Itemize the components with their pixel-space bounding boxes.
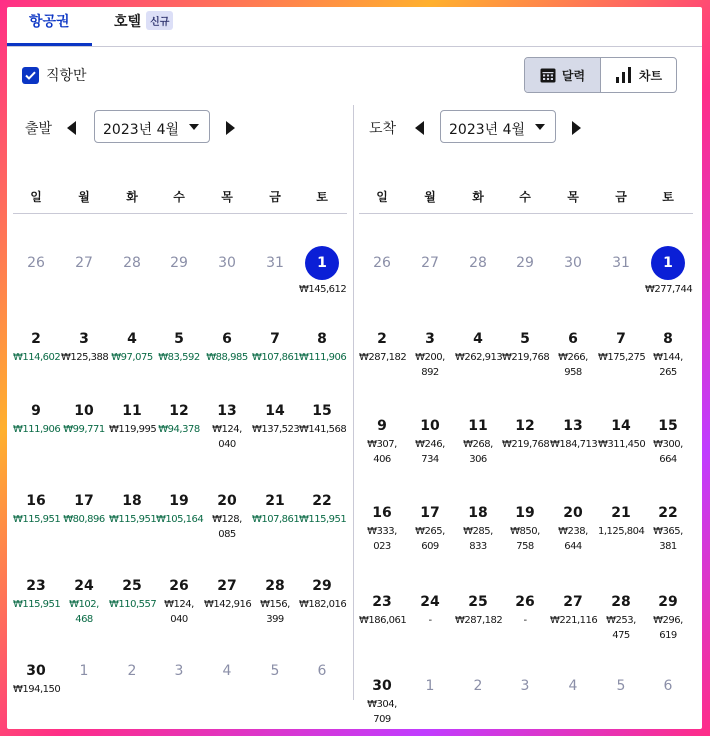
- day-cell[interactable]: [550, 328, 596, 380]
- day-price: ₩115,951: [299, 514, 347, 525]
- day-price: ₩184,713: [550, 439, 598, 450]
- day-price-continued: 399: [266, 614, 284, 625]
- day-cell[interactable]: [359, 675, 405, 727]
- day-price: ₩238,: [558, 526, 588, 537]
- weekday-separator: [359, 213, 693, 214]
- day-number: 29: [312, 578, 332, 594]
- day-price: ₩333,: [367, 526, 397, 537]
- day-number: 27: [75, 255, 93, 271]
- day-price: ₩175,275: [598, 352, 646, 363]
- day-price-continued: 406: [373, 454, 391, 465]
- day-number: 5: [174, 331, 184, 347]
- weekday-header: 목: [221, 190, 233, 204]
- day-price: ₩142,916: [204, 599, 252, 610]
- day-cell[interactable]: [299, 575, 345, 612]
- day-number: 2: [473, 678, 483, 694]
- day-price: ₩128,: [212, 514, 242, 525]
- day-number: 29: [658, 594, 678, 610]
- day-price: ₩365,: [653, 526, 683, 537]
- day-number: 20: [217, 493, 237, 509]
- day-number: 29: [170, 255, 188, 271]
- day-price: ₩88,985: [206, 352, 248, 363]
- day-number: 30: [218, 255, 236, 271]
- day-price: ₩265,: [415, 526, 445, 537]
- day-number: 21: [611, 505, 631, 521]
- day-cell[interactable]: [645, 591, 691, 643]
- departure-header: [7, 107, 347, 145]
- day-number: 6: [222, 331, 232, 347]
- day-price: ₩141,568: [299, 424, 347, 435]
- day-cell-outside-month: [645, 675, 691, 697]
- day-cell[interactable]: [13, 328, 59, 365]
- new-badge: 신규: [146, 11, 173, 30]
- day-price: ₩125,388: [61, 352, 109, 363]
- day-cell[interactable]: [359, 502, 405, 554]
- day-number: 1: [305, 246, 339, 280]
- day-price-continued: 619: [659, 630, 677, 641]
- day-number: 27: [563, 594, 583, 610]
- day-number: 1: [79, 663, 89, 679]
- day-number: 21: [265, 493, 285, 509]
- day-number: 27: [217, 578, 237, 594]
- day-price-continued: 265: [659, 367, 677, 378]
- day-price: ₩105,164: [156, 514, 204, 525]
- app-frame: [7, 7, 702, 729]
- departure-month-value: 2023년 4월: [103, 122, 180, 138]
- departure-month-select[interactable]: [94, 110, 210, 143]
- day-number: 18: [122, 493, 142, 509]
- weekday-header: 토: [316, 190, 328, 204]
- day-cell[interactable]: [13, 400, 59, 437]
- day-cell[interactable]: [109, 575, 155, 612]
- day-cell[interactable]: [299, 400, 345, 437]
- day-price: ₩156,: [260, 599, 290, 610]
- day-number: 6: [568, 331, 578, 347]
- day-number: 16: [26, 493, 46, 509]
- tab-bar: [7, 7, 702, 47]
- day-price: ₩115,951: [109, 514, 157, 525]
- day-number: 1: [425, 678, 435, 694]
- day-number: 24: [420, 594, 440, 610]
- day-cell[interactable]: [61, 575, 107, 627]
- day-cell[interactable]: [407, 328, 453, 380]
- calendar-view-button[interactable]: [525, 58, 601, 92]
- day-cell[interactable]: [109, 490, 155, 527]
- day-price: ₩137,523: [252, 424, 300, 435]
- day-price-continued: 475: [612, 630, 630, 641]
- day-number: 16: [372, 505, 392, 521]
- day-price: ₩246,: [415, 439, 445, 450]
- arrival-next-month-icon[interactable]: [571, 120, 583, 134]
- day-number: 3: [520, 678, 530, 694]
- chart-view-label: 차트: [638, 68, 663, 83]
- day-number: 5: [520, 331, 530, 347]
- chart-view-button[interactable]: [601, 58, 676, 92]
- day-price: ₩287,182: [359, 352, 407, 363]
- day-cell-outside-month: [156, 252, 202, 274]
- day-number: 28: [123, 255, 141, 271]
- day-cell[interactable]: [455, 502, 501, 554]
- day-number: 30: [372, 678, 392, 694]
- day-cell[interactable]: [109, 328, 155, 365]
- day-cell[interactable]: [13, 490, 59, 527]
- day-cell[interactable]: [156, 328, 202, 365]
- arrival-header: [353, 107, 693, 145]
- day-price: ₩111,906: [13, 424, 61, 435]
- day-cell[interactable]: [455, 328, 501, 365]
- day-cell-outside-month: [61, 660, 107, 682]
- day-cell[interactable]: [156, 400, 202, 437]
- day-cell[interactable]: [299, 328, 345, 365]
- day-number: 6: [317, 663, 327, 679]
- day-price: ₩266,: [558, 352, 588, 363]
- day-price: ₩253,: [606, 615, 636, 626]
- day-number: 15: [312, 403, 332, 419]
- day-cell[interactable]: [598, 502, 644, 539]
- day-price: ₩114,602: [13, 352, 61, 363]
- departure-label: 출발: [25, 121, 53, 137]
- day-cell[interactable]: [252, 328, 298, 365]
- day-price: ₩110,557: [109, 599, 157, 610]
- departure-next-month-icon[interactable]: [225, 120, 237, 134]
- checkbox-checked-icon[interactable]: [22, 67, 39, 84]
- day-price: ₩307,: [367, 439, 397, 450]
- day-number: 14: [265, 403, 285, 419]
- day-cell[interactable]: [550, 502, 596, 554]
- day-cell[interactable]: [645, 415, 691, 467]
- day-cell[interactable]: [13, 660, 59, 697]
- weekday-header: 일: [376, 190, 388, 204]
- day-number: 10: [420, 418, 440, 434]
- day-price-continued: 833: [469, 541, 487, 552]
- day-number: 9: [31, 403, 41, 419]
- day-price-continued: 758: [516, 541, 534, 552]
- day-price-continued: 085: [218, 529, 236, 540]
- day-price: -: [523, 615, 527, 626]
- day-price: ₩124,: [164, 599, 194, 610]
- day-cell-outside-month: [61, 252, 107, 274]
- day-cell-outside-month: [156, 660, 202, 682]
- day-price: ₩119,995: [109, 424, 157, 435]
- weekday-header: 화: [126, 190, 138, 204]
- day-cell-outside-month: [252, 252, 298, 274]
- day-cell[interactable]: [598, 591, 644, 643]
- day-cell[interactable]: [204, 490, 250, 542]
- day-number: 29: [516, 255, 534, 271]
- day-cell-outside-month: [252, 660, 298, 682]
- day-cell[interactable]: [204, 400, 250, 452]
- day-price-continued: 381: [659, 541, 677, 552]
- day-price: ₩262,913: [455, 352, 503, 363]
- day-cell[interactable]: [502, 328, 548, 365]
- day-price: -: [428, 615, 432, 626]
- day-cell[interactable]: [407, 415, 453, 467]
- day-cell-outside-month: [502, 675, 548, 697]
- day-price-continued: 664: [659, 454, 677, 465]
- day-price-continued: 040: [170, 614, 188, 625]
- day-number: 17: [420, 505, 440, 521]
- day-price: ₩144,: [653, 352, 683, 363]
- day-cell-outside-month: [109, 660, 155, 682]
- day-cell[interactable]: [13, 575, 59, 612]
- day-cell-outside-month: [550, 675, 596, 697]
- day-number: 31: [612, 255, 630, 271]
- day-price: ₩115,951: [13, 514, 61, 525]
- day-cell-outside-month: [204, 660, 250, 682]
- weekday-header: 수: [519, 190, 531, 204]
- day-cell[interactable]: [109, 400, 155, 437]
- day-number: 8: [663, 331, 673, 347]
- day-cell-outside-month: [455, 675, 501, 697]
- chevron-down-icon: [189, 124, 199, 130]
- calendar-divider: [353, 105, 354, 700]
- day-cell[interactable]: [156, 490, 202, 527]
- view-toggle: [524, 57, 677, 93]
- day-number: 20: [563, 505, 583, 521]
- day-number: 23: [26, 578, 46, 594]
- day-cell-outside-month: [502, 252, 548, 274]
- active-tab-indicator: [7, 43, 92, 46]
- tab-flights[interactable]: 항공권: [29, 14, 70, 30]
- day-cell[interactable]: [156, 575, 202, 627]
- day-cell[interactable]: [359, 591, 405, 628]
- day-price: ₩296,: [653, 615, 683, 626]
- day-number: 12: [515, 418, 535, 434]
- day-number: 30: [26, 663, 46, 679]
- day-number: 31: [266, 255, 284, 271]
- day-number: 11: [122, 403, 142, 419]
- day-cell-outside-month: [598, 675, 644, 697]
- day-number: 4: [568, 678, 578, 694]
- day-cell-outside-month: [407, 675, 453, 697]
- day-number: 5: [616, 678, 626, 694]
- day-number: 1: [651, 246, 685, 280]
- day-number: 6: [663, 678, 673, 694]
- day-price-continued: 023: [373, 541, 391, 552]
- day-cell-outside-month: [550, 252, 596, 274]
- day-number: 25: [122, 578, 142, 594]
- weekday-header: 목: [567, 190, 579, 204]
- day-cell-outside-month: [204, 252, 250, 274]
- weekday-header: 금: [269, 190, 281, 204]
- day-cell[interactable]: [502, 415, 548, 452]
- day-number: 23: [372, 594, 392, 610]
- day-price: ₩186,061: [359, 615, 407, 626]
- day-number: 18: [468, 505, 488, 521]
- day-cell-outside-month: [109, 252, 155, 274]
- day-number: 3: [174, 663, 184, 679]
- day-number: 26: [515, 594, 535, 610]
- day-price-continued: 040: [218, 439, 236, 450]
- day-number: 28: [469, 255, 487, 271]
- arrival-month-select[interactable]: [440, 110, 556, 143]
- day-price: ₩194,150: [13, 684, 61, 695]
- day-cell[interactable]: [455, 415, 501, 467]
- day-number: 13: [217, 403, 237, 419]
- day-cell-outside-month: [598, 252, 644, 274]
- day-price: ₩285,: [463, 526, 493, 537]
- day-price: ₩850,: [510, 526, 540, 537]
- day-number: 4: [222, 663, 232, 679]
- day-price: ₩102,: [69, 599, 99, 610]
- day-number: 27: [421, 255, 439, 271]
- day-cell[interactable]: [61, 400, 107, 437]
- day-cell[interactable]: [204, 328, 250, 365]
- day-cell[interactable]: [598, 328, 644, 365]
- weekday-header: 일: [30, 190, 42, 204]
- weekday-header: 수: [173, 190, 185, 204]
- day-number: 3: [79, 331, 89, 347]
- day-cell[interactable]: [204, 575, 250, 612]
- weekday-header: 월: [424, 190, 436, 204]
- day-price: ₩107,861: [252, 352, 300, 363]
- day-number: 10: [74, 403, 94, 419]
- day-number: 25: [468, 594, 488, 610]
- day-number: 22: [312, 493, 332, 509]
- calendar-icon: [540, 68, 556, 83]
- day-cell[interactable]: [645, 328, 691, 380]
- day-cell[interactable]: [299, 490, 345, 527]
- day-price: ₩287,182: [455, 615, 503, 626]
- arrival-prev-month-icon[interactable]: [415, 120, 427, 134]
- day-cell-outside-month: [359, 252, 405, 274]
- day-cell[interactable]: [550, 591, 596, 628]
- weekday-header: 금: [615, 190, 627, 204]
- day-price: ₩304,: [367, 699, 397, 710]
- day-price: ₩99,771: [63, 424, 105, 435]
- day-cell[interactable]: [359, 415, 405, 467]
- day-price: ₩124,: [212, 424, 242, 435]
- day-price-continued: 644: [564, 541, 582, 552]
- day-price: ₩107,861: [252, 514, 300, 525]
- day-price: ₩94,378: [158, 424, 200, 435]
- day-price-continued: 734: [421, 454, 439, 465]
- day-price-continued: 958: [564, 367, 582, 378]
- day-cell-selected[interactable]: [299, 246, 345, 297]
- day-number: 14: [611, 418, 631, 434]
- arrival-month-value: 2023년 4월: [449, 122, 526, 138]
- tab-hotels[interactable]: [114, 11, 173, 31]
- day-price: ₩83,592: [158, 352, 200, 363]
- day-number: 2: [127, 663, 137, 679]
- calendar-view-label: 달력: [561, 68, 586, 83]
- day-cell[interactable]: [252, 490, 298, 527]
- direct-only-label: 직항만: [46, 68, 87, 84]
- day-number: 2: [377, 331, 387, 347]
- day-cell[interactable]: [252, 575, 298, 627]
- day-price: ₩80,896: [63, 514, 105, 525]
- weekday-header: 토: [662, 190, 674, 204]
- day-price: ₩182,016: [299, 599, 347, 610]
- day-number: 8: [317, 331, 327, 347]
- day-number: 4: [127, 331, 137, 347]
- day-number: 4: [473, 331, 483, 347]
- day-price: ₩219,768: [502, 352, 550, 363]
- day-number: 17: [74, 493, 94, 509]
- day-number: 3: [425, 331, 435, 347]
- day-price: ₩277,744: [645, 284, 693, 295]
- day-price: ₩221,116: [550, 615, 598, 626]
- day-number: 19: [515, 505, 535, 521]
- day-price-continued: 892: [421, 367, 439, 378]
- bar-chart-icon: [615, 66, 633, 84]
- day-price: ₩111,906: [299, 352, 347, 363]
- day-cell[interactable]: [502, 502, 548, 554]
- weekday-header: 월: [78, 190, 90, 204]
- day-number: 11: [468, 418, 488, 434]
- tab-hotels-label: 호텔: [114, 14, 142, 30]
- day-cell[interactable]: [502, 591, 548, 628]
- day-number: 30: [564, 255, 582, 271]
- day-price: ₩311,450: [598, 439, 646, 450]
- day-price-continued: 609: [421, 541, 439, 552]
- day-number: 28: [611, 594, 631, 610]
- day-number: 26: [27, 255, 45, 271]
- day-number: 15: [658, 418, 678, 434]
- day-price: ₩115,951: [13, 599, 61, 610]
- day-price-continued: 306: [469, 454, 487, 465]
- day-number: 5: [270, 663, 280, 679]
- day-price: ₩145,612: [299, 284, 347, 295]
- day-number: 12: [169, 403, 189, 419]
- day-price-continued: 468: [75, 614, 93, 625]
- day-number: 22: [658, 505, 678, 521]
- day-number: 9: [377, 418, 387, 434]
- day-cell[interactable]: [61, 490, 107, 527]
- day-price: ₩268,: [463, 439, 493, 450]
- day-cell-outside-month: [13, 252, 59, 274]
- day-number: 26: [169, 578, 189, 594]
- day-number: 13: [563, 418, 583, 434]
- arrival-label: 도착: [369, 121, 397, 137]
- day-price: ₩300,: [653, 439, 683, 450]
- day-number: 7: [270, 331, 280, 347]
- day-cell[interactable]: [407, 591, 453, 628]
- day-cell[interactable]: [61, 328, 107, 365]
- day-number: 28: [265, 578, 285, 594]
- day-price: 1,125,804: [598, 526, 645, 537]
- day-cell-outside-month: [299, 660, 345, 682]
- chevron-down-icon: [535, 124, 545, 130]
- day-number: 26: [373, 255, 391, 271]
- weekday-header: 화: [472, 190, 484, 204]
- direct-only-toggle[interactable]: [22, 65, 87, 85]
- day-cell[interactable]: [598, 415, 644, 452]
- day-cell[interactable]: [407, 502, 453, 554]
- day-cell[interactable]: [455, 591, 501, 628]
- day-cell[interactable]: [359, 328, 405, 365]
- weekday-separator: [13, 213, 347, 214]
- day-number: 19: [169, 493, 189, 509]
- day-number: 24: [74, 578, 94, 594]
- day-cell[interactable]: [252, 400, 298, 437]
- day-price-continued: 709: [373, 714, 391, 725]
- day-cell[interactable]: [645, 502, 691, 554]
- day-price: ₩200,: [415, 352, 445, 363]
- day-price: ₩97,075: [111, 352, 153, 363]
- day-price: ₩219,768: [502, 439, 550, 450]
- day-cell-outside-month: [455, 252, 501, 274]
- departure-prev-month-icon[interactable]: [67, 120, 79, 134]
- day-number: 7: [616, 331, 626, 347]
- day-number: 2: [31, 331, 41, 347]
- day-cell-outside-month: [407, 252, 453, 274]
- day-cell[interactable]: [550, 415, 596, 452]
- day-cell-selected[interactable]: [645, 246, 691, 297]
